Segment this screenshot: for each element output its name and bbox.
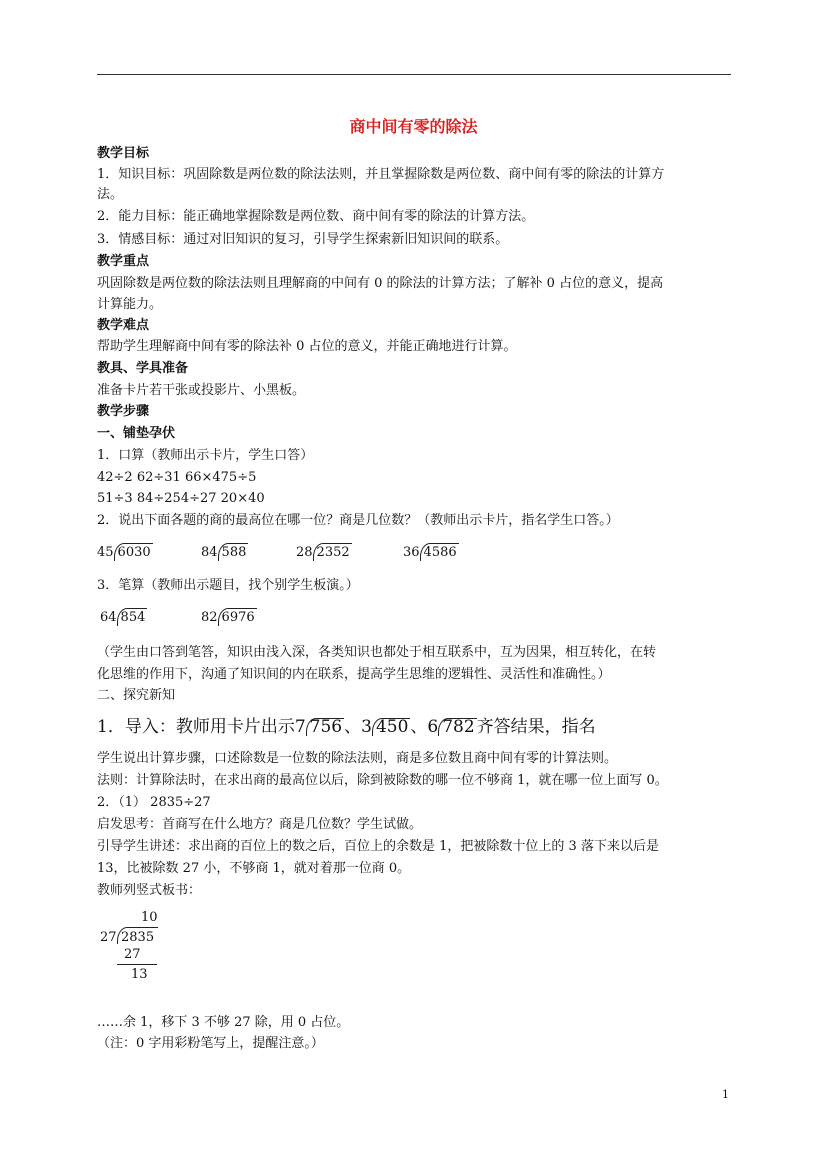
- oral-title: 1．口算（教师出示卡片，学生口答）: [97, 448, 314, 463]
- step1-heading: 一、铺垫孕伏: [97, 426, 176, 441]
- question-2: 2．说出下面各题的商的最高位在哪一位？商是几位数？（教师出示卡片，指名学生口答。）: [97, 513, 619, 528]
- step2-heading: 二、探究新知: [97, 688, 176, 703]
- paragraph-2: 法则：计算除法时，在求出商的最高位以后，除到被除数的哪一位不够商 1，就在哪一位上面写 0。: [97, 773, 668, 788]
- oral-line-2: 51÷3 84÷254÷27 20×40: [97, 491, 265, 506]
- remainder: 13: [131, 967, 148, 982]
- long-division: 84 588: [201, 545, 247, 560]
- long-division: 82 6976: [201, 610, 255, 625]
- intro-line: 1．导入：教师用卡片出示7 756 、3 450 、6 782 齐答结果，指名: [97, 717, 596, 737]
- dividend: 2835: [121, 930, 155, 945]
- note-1-cont: 化思维的作用下，沟通了知识间的内在联系，提高学生思维的逻辑性、灵活性和准确性。）: [97, 667, 611, 682]
- key-1-cont: 计算能力。: [97, 297, 163, 312]
- paragraph-3: 2．（1） 2835÷27: [97, 795, 211, 810]
- page-number: 1: [722, 1088, 729, 1101]
- inline-division: 3 450: [361, 717, 409, 737]
- note-1: （学生由口答到笔答，知识由浅入深，各类知识也都处于相互联系中，互为因果，相互转化，在转: [97, 645, 657, 660]
- question-3: 3．笔算（教师出示题目，找个别学生板演。）: [97, 578, 359, 593]
- steps-heading: 教学步骤: [97, 404, 150, 419]
- key-1: 巩固除数是两位数的除法法则且理解商的中间有 0 的除法的计算方法；了解补 0 占位的意义，提高: [97, 276, 664, 291]
- header-rule: [97, 74, 731, 75]
- vertical-division: [97, 910, 187, 990]
- goal-3: 3．情感目标：通过对旧知识的复习，引导学生探索新旧知识间的联系。: [97, 232, 509, 247]
- oral-line-1: 42÷2 62÷31 66×475÷5: [97, 470, 257, 485]
- paragraph-1: 学生说出计算步骤，口述除数是一位数的除法法则，商是多位数且商中间有零的计算法则。: [97, 751, 618, 766]
- paragraph-8: （注：0 字用彩粉笔写上，提醒注意。）: [97, 1036, 324, 1051]
- divisor: 27: [100, 930, 117, 945]
- quotient: 10: [141, 910, 158, 925]
- product: 27: [124, 947, 141, 962]
- inline-division: 7 756: [294, 717, 343, 737]
- key-heading: 教学重点: [97, 254, 150, 269]
- paragraph-4: 启发思考：首商写在什么地方？商是几位数？学生试做。: [97, 817, 423, 832]
- goal-1: 1．知识目标：巩固除数是两位数的除法法则，并且掌握除数是两位数、商中间有零的除法的计算方: [97, 167, 665, 182]
- long-division: 45 6030: [97, 545, 151, 560]
- long-division: 36 4586: [403, 545, 457, 560]
- paragraph-7: ……余 1，移下 3 不够 27 除，用 0 占位。: [97, 1015, 350, 1030]
- page-title: 商中间有零的除法: [349, 117, 478, 136]
- paragraph-6: 教师列竖式板书：: [97, 883, 202, 898]
- paragraph-5-cont: 13，比被除数 27 小，不够商 1，就对着那一位商 0。: [97, 861, 411, 876]
- long-division: 28 2352: [296, 545, 350, 560]
- tools-1: 准备卡片若干张或投影片、小黑板。: [97, 383, 306, 398]
- paragraph-5: 引导学生讲述：求出商的百位上的数之后，百位上的余数是 1，把被除数十位上的 3 落下来以后是: [97, 839, 659, 854]
- difficulty-1: 帮助学生理解商中间有零的除法补 0 占位的意义，并能正确地进行计算。: [97, 339, 517, 354]
- difficulty-heading: 教学难点: [97, 318, 150, 333]
- tools-heading: 教具、学具准备: [97, 361, 189, 376]
- goal-1-cont: 法。: [97, 187, 124, 202]
- subtraction-line: [117, 964, 157, 965]
- inline-division: 6 782: [427, 717, 475, 737]
- long-division: 64 854: [100, 610, 146, 625]
- goal-2: 2．能力目标：能正确地掌握除数是两位数、商中间有零的除法的计算方法。: [97, 209, 535, 224]
- goals-heading: 教学目标: [97, 146, 150, 161]
